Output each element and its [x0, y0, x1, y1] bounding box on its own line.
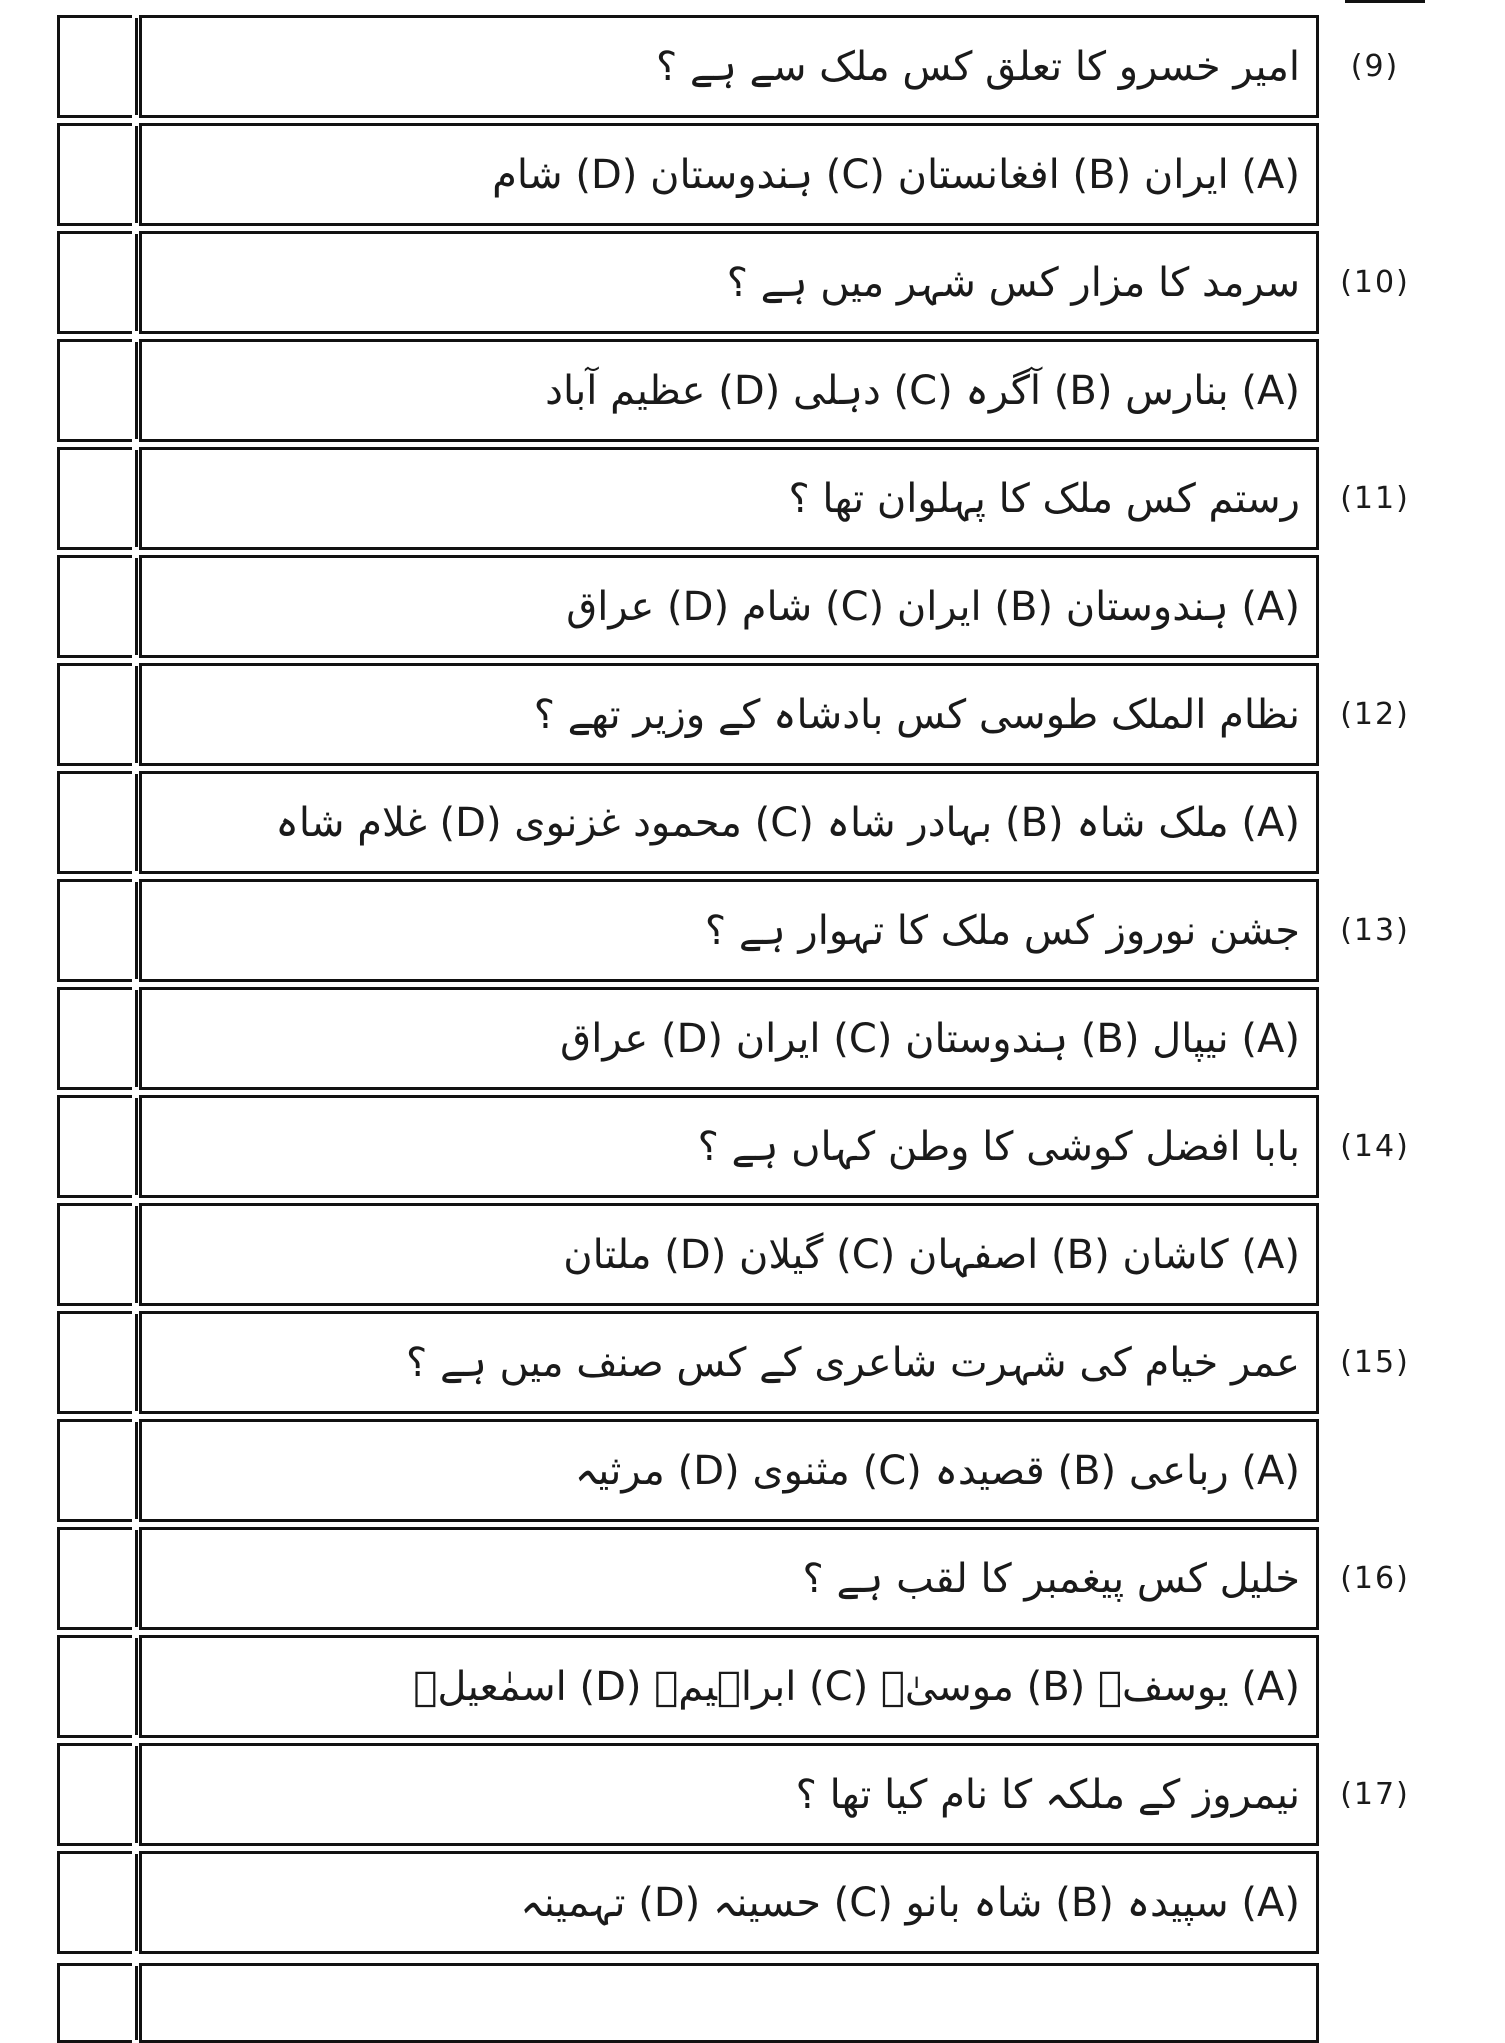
question-row-16	[57, 1527, 1319, 1630]
options-text: (A) رباعی (B) قصیدہ (C) مثنوی (D) مرثیہ	[574, 1447, 1300, 1494]
question-row-15	[57, 1311, 1319, 1414]
answer-box[interactable]	[57, 663, 132, 766]
answer-box[interactable]	[57, 339, 132, 442]
options-text: (A) ہندوستان (B) ایران (C) شام (D) عراق	[566, 583, 1300, 630]
options-row-11	[57, 555, 1319, 658]
question-row-12	[57, 663, 1319, 766]
options-row-14	[57, 1203, 1319, 1306]
answer-box[interactable]	[57, 879, 132, 982]
question-text: بابا افضل کوشی کا وطن کہاں ہے ؟	[697, 1123, 1300, 1170]
options-cell	[139, 339, 1319, 442]
question-number: (10)	[1340, 265, 1410, 300]
question-cell	[139, 879, 1319, 982]
question-row-17	[57, 1743, 1319, 1846]
question-number: (12)	[1340, 697, 1410, 732]
question-row-10	[57, 231, 1319, 334]
answer-box[interactable]	[57, 1095, 132, 1198]
answer-box[interactable]	[57, 1527, 132, 1630]
question-row-13	[57, 879, 1319, 982]
options-cell	[139, 555, 1319, 658]
answer-box[interactable]	[57, 1851, 132, 1954]
question-cell	[139, 447, 1319, 550]
options-cell	[139, 1419, 1319, 1522]
question-number: (13)	[1340, 913, 1410, 948]
options-text: (A) نیپال (B) ہندوستان (C) ایران (D) عراق	[560, 1015, 1300, 1062]
options-row-9	[57, 123, 1319, 226]
question-text: نظام الملک طوسی کس بادشاہ کے وزیر تھے ؟	[533, 691, 1300, 738]
answer-box[interactable]	[57, 1635, 132, 1738]
question-text: خلیل کس پیغمبر کا لقب ہے ؟	[802, 1555, 1300, 1602]
options-row-10	[57, 339, 1319, 442]
options-text: (A) ایران (B) افغانستان (C) ہندوستان (D) شام	[492, 151, 1300, 198]
question-number: (16)	[1340, 1561, 1410, 1596]
answer-box[interactable]	[57, 1963, 132, 2043]
options-cell	[139, 123, 1319, 226]
options-row-16	[57, 1635, 1319, 1738]
question-text: عمر خیام کی شہرت شاعری کے کس صنف میں ہے ؟	[406, 1339, 1300, 1386]
question-cell	[139, 1743, 1319, 1846]
options-row-12	[57, 771, 1319, 874]
empty-row	[57, 1963, 1319, 2043]
question-row-9	[57, 15, 1319, 118]
options-cell	[139, 987, 1319, 1090]
options-text: (A) یوسفؑ (B) موسیٰؑ (C) ابراہیمؑ (D) اسمٰعیلؑ	[413, 1663, 1300, 1710]
question-row-11	[57, 447, 1319, 550]
question-cell	[139, 15, 1319, 118]
empty-cell	[139, 1963, 1319, 2043]
options-row-13	[57, 987, 1319, 1090]
question-row-14	[57, 1095, 1319, 1198]
answer-box[interactable]	[57, 555, 132, 658]
options-text: (A) سپیدہ (B) شاہ بانو (C) حسینہ (D) تہمینہ	[520, 1879, 1300, 1926]
question-cell	[139, 231, 1319, 334]
question-number: (9)	[1350, 49, 1400, 84]
answer-box[interactable]	[57, 15, 132, 118]
options-text: (A) بنارس (B) آگرہ (C) دہلی (D) عظیم آباد	[545, 367, 1300, 414]
options-cell	[139, 1851, 1319, 1954]
top-rule	[1345, 0, 1425, 3]
question-number: (11)	[1340, 481, 1410, 516]
question-number: (15)	[1340, 1345, 1410, 1380]
answer-box[interactable]	[57, 1419, 132, 1522]
question-cell	[139, 663, 1319, 766]
options-text: (A) کاشان (B) اصفہان (C) گیلان (D) ملتان	[563, 1231, 1300, 1278]
answer-box[interactable]	[57, 123, 132, 226]
options-cell	[139, 1635, 1319, 1738]
answer-box[interactable]	[57, 231, 132, 334]
answer-box[interactable]	[57, 1743, 132, 1846]
answer-box[interactable]	[57, 771, 132, 874]
question-text: رستم کس ملک کا پہلوان تھا ؟	[788, 475, 1300, 522]
options-cell	[139, 771, 1319, 874]
question-text: نیمروز کے ملکہ کا نام کیا تھا ؟	[795, 1771, 1300, 1818]
question-text: جشن نوروز کس ملک کا تہوار ہے ؟	[704, 907, 1300, 954]
answer-box[interactable]	[57, 987, 132, 1090]
options-cell	[139, 1203, 1319, 1306]
answer-box[interactable]	[57, 1311, 132, 1414]
question-cell	[139, 1311, 1319, 1414]
question-number: (17)	[1340, 1777, 1410, 1812]
question-cell	[139, 1095, 1319, 1198]
question-text: سرمد کا مزار کس شہر میں ہے ؟	[726, 259, 1300, 306]
question-text: امیر خسرو کا تعلق کس ملک سے ہے ؟	[655, 43, 1300, 90]
question-number: (14)	[1340, 1129, 1410, 1164]
question-cell	[139, 1527, 1319, 1630]
options-text: (A) ملک شاہ (B) بہادر شاہ (C) محمود غزنوی (D) غلام شاہ	[275, 799, 1300, 846]
answer-box[interactable]	[57, 1203, 132, 1306]
options-row-17	[57, 1851, 1319, 1954]
answer-box[interactable]	[57, 447, 132, 550]
options-row-15	[57, 1419, 1319, 1522]
